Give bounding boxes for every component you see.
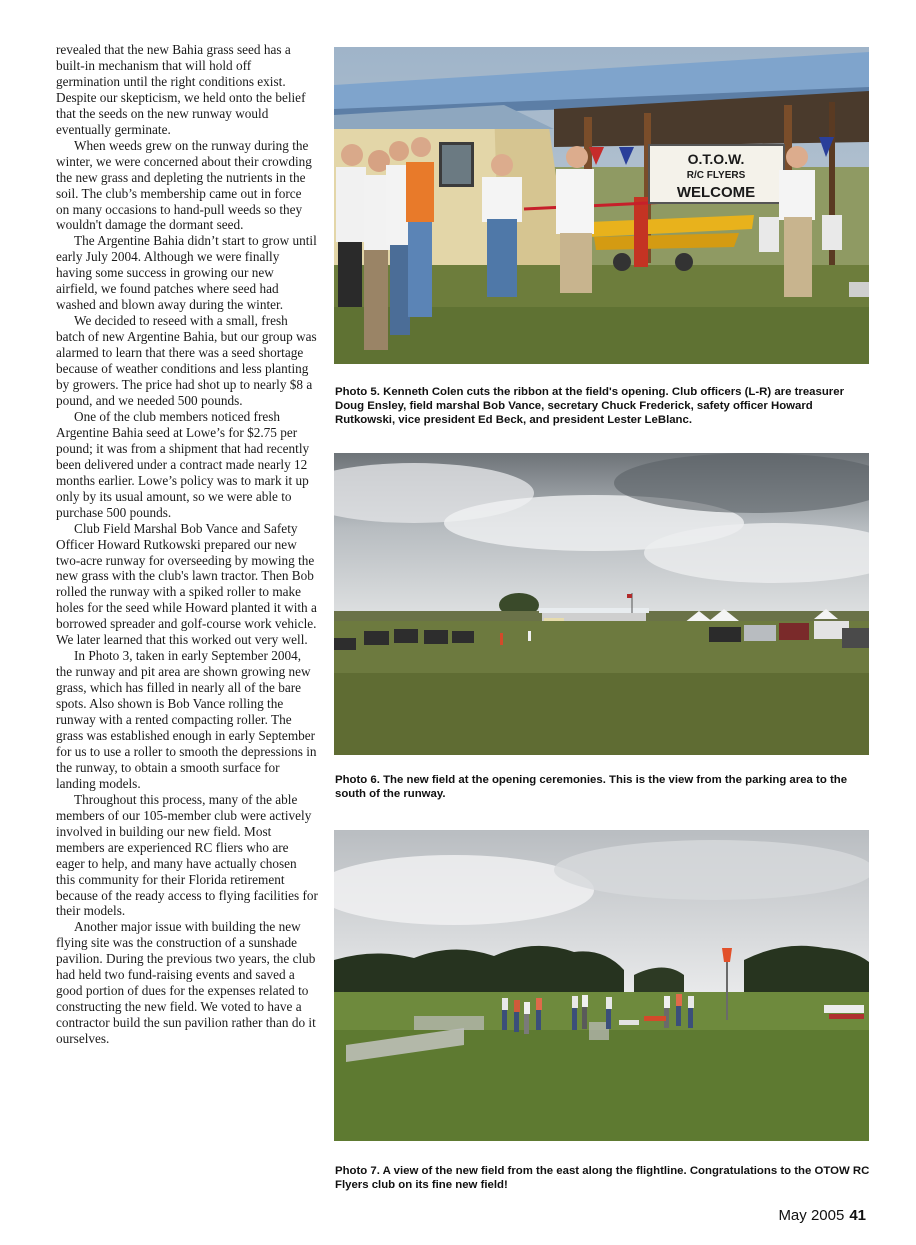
photo6-caption: Photo 6. The new field at the opening ceremonies. This is the view from the parking area to the south of the runway. (335, 774, 848, 801)
sign-subtitle: R/C FLYERS (686, 170, 746, 181)
sign-welcome: WELCOME (676, 184, 756, 201)
photo-flightline (334, 830, 869, 1141)
article-paragraph: The Argentine Bahia didn’t start to grow until early July 2004. Although we were finally having some success in growing our new airfield, we found patches where seed had washed and blown away during the winter. (56, 233, 317, 313)
article-paragraph: When weeds grew on the runway during the winter, we were concerned about their crowding the new grass and depleting the nutrients in the soil. The club’s membership came out in force on many occasions to hand-pull weeds so they wouldn't damage the dormant seed. (56, 137, 312, 233)
page-footer (778, 1207, 866, 1224)
article-body (56, 42, 318, 1047)
photo7-caption: Photo 7. A view of the new field from the east along the flightline. Congratulations to the OTOW RC Flyers club on its fine new field! (335, 1165, 870, 1192)
photo-ribbon-cutting (334, 47, 869, 364)
article-paragraph: We decided to reseed with a small, fresh batch of new Argentine Bahia, but our group was alarmed to learn that there was a seed shortage because of weather conditions and less planting by growers. The price had shot up to nearly $8 a pound, and we needed 500 pounds. (56, 313, 317, 408)
article-paragraph: One of the club members noticed fresh Argentine Bahia seed at Lowe’s for $2.75 per pound; it was from a shipment that had recently been delivered under a contract made nearly 12 months earlier. Lowe’s policy was to mark it up only by its usual amount, so we were able to purchase 500 pounds. (56, 408, 310, 520)
issue-date: May 2005 (778, 1207, 845, 1224)
sign-title: O.T.O.W. (687, 151, 745, 167)
photo-field-opening (334, 453, 869, 755)
photo5-caption: Photo 5. Kenneth Colen cuts the ribbon at the field's opening. Club officers (L-R) are treasurer Doug Ensley, field marshal Bob Vance, secretary Chuck Frederick, safety officer Howard Rutkowski, vice president Ed Beck, and president Lester LeBlanc. (335, 386, 845, 427)
article-paragraph: Club Field Marshal Bob Vance and Safety Officer Howard Rutkowski prepared our new two-acre runway for overseeding by mowing the new grass with the club's lawn tractor. Then Bob rolled the runway with a spiked roller to make holes for the seed while Howard planted it with a borrowed spreader and golf-course work vehicle. We later learned that this worked out very well. (56, 520, 317, 648)
page-number: 41 (849, 1207, 866, 1224)
article-paragraph: Another major issue with building the new flying site was the construction of a sunshade pavilion. During the previous two years, the club had held two fund-raising events and saved a good portion of dues for the expenses related to constructing the new field. We voted to have a contractor build the sun pavilion rather than do it ourselves. (56, 919, 316, 1047)
article-paragraph: revealed that the new Bahia grass seed has a built-in mechanism that will hold off germination until the right conditions exist. Despite our skepticism, we held onto the belief that the seeds on the new runway would eventually germinate. (56, 42, 306, 137)
article-paragraph: Throughout this process, many of the able members of our 105-member club were actively involved in building our new field. Most members are experienced RC fliers who are eager to help, and many have actually chosen this community for their Florida retirement because of the ready access to flying facilities for their models. (56, 791, 318, 919)
article-paragraph: In Photo 3, taken in early September 2004, the runway and pit area are shown growing new grass, which has filled in nearly all of the bare spots. Also shown is Bob Vance rolling the runway with a rented compacting roller. The grass was established enough in early September for us to use a roller to smooth the depressions in the runway, to obtain a smooth surface for landing models. (56, 648, 317, 791)
